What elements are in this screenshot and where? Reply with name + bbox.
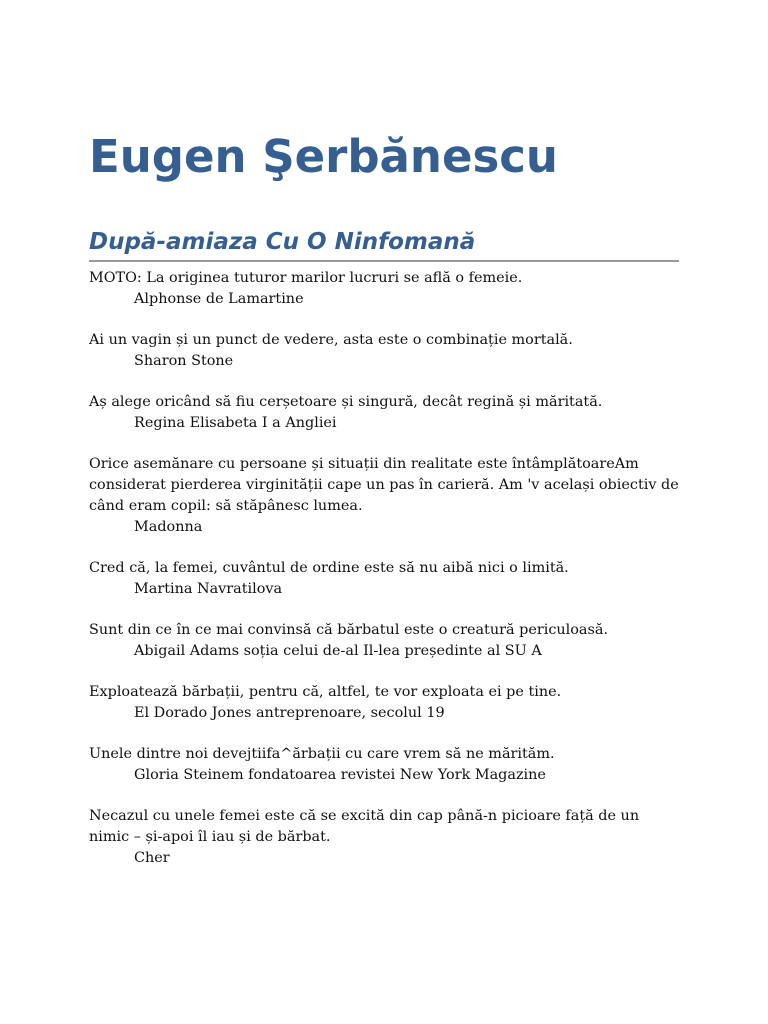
quote-item	[89, 682, 681, 724]
book-title: După-amiaza Cu O Ninfomană	[89, 226, 679, 262]
quotes-list	[89, 268, 681, 889]
quote-source: El Dorado Jones antreprenoare, secolul 19	[134, 705, 445, 721]
quote-source: Abigail Adams soția celui de-al Il-lea președinte al SU A	[134, 643, 542, 659]
quote-source: Gloria Steinem fondatoarea revistei New York Magazine	[134, 767, 546, 783]
author-name: Eugen Şerbănescu	[89, 130, 558, 183]
quote-source: Alphonse de Lamartine	[134, 291, 304, 307]
quote-item	[89, 806, 681, 869]
quote-item	[89, 620, 681, 662]
quote-text: Aș alege oricând să fiu cerșetoare și singură, decât regină și măritată.	[89, 394, 603, 410]
quote-source: Martina Navratilova	[134, 581, 283, 597]
quote-source: Cher	[134, 850, 170, 866]
quote-item	[89, 330, 681, 372]
quote-text: Orice asemănare cu persoane și situații din realitate este întâmplătoareAm considerat pierderea virginității cape un pas în carieră. Am 'v același obiectiv de când eram copil: să stăpânesc lumea.	[89, 456, 679, 514]
quote-text: Ai un vagin și un punct de vedere, asta este o combinație mortală.	[89, 332, 573, 348]
quote-item	[89, 268, 681, 310]
quote-source: Regina Elisabeta I a Angliei	[134, 415, 337, 431]
quote-item	[89, 558, 681, 600]
quote-text: Necazul cu unele femei este că se excită din cap până-n picioare față de un nimic – și-apoi îl iau și de bărbat.	[89, 808, 640, 845]
quote-text: Unele dintre noi devejtiifa^ărbații cu care vrem să ne mărităm.	[89, 746, 555, 762]
quote-item	[89, 392, 681, 434]
quote-item	[89, 454, 681, 538]
quote-source: Madonna	[134, 519, 203, 535]
quote-item	[89, 744, 681, 786]
quote-text: Sunt din ce în ce mai convinsă că bărbatul este o creatură periculoasă.	[89, 622, 609, 638]
quote-text: Exploatează bărbații, pentru că, altfel, te vor exploata ei pe tine.	[89, 684, 562, 700]
quote-text: Cred că, la femei, cuvântul de ordine este să nu aibă nici o limită.	[89, 560, 569, 576]
quote-source: Sharon Stone	[134, 353, 234, 369]
quote-text: MOTO: La originea tuturor marilor lucruri se află o femeie.	[89, 270, 523, 286]
